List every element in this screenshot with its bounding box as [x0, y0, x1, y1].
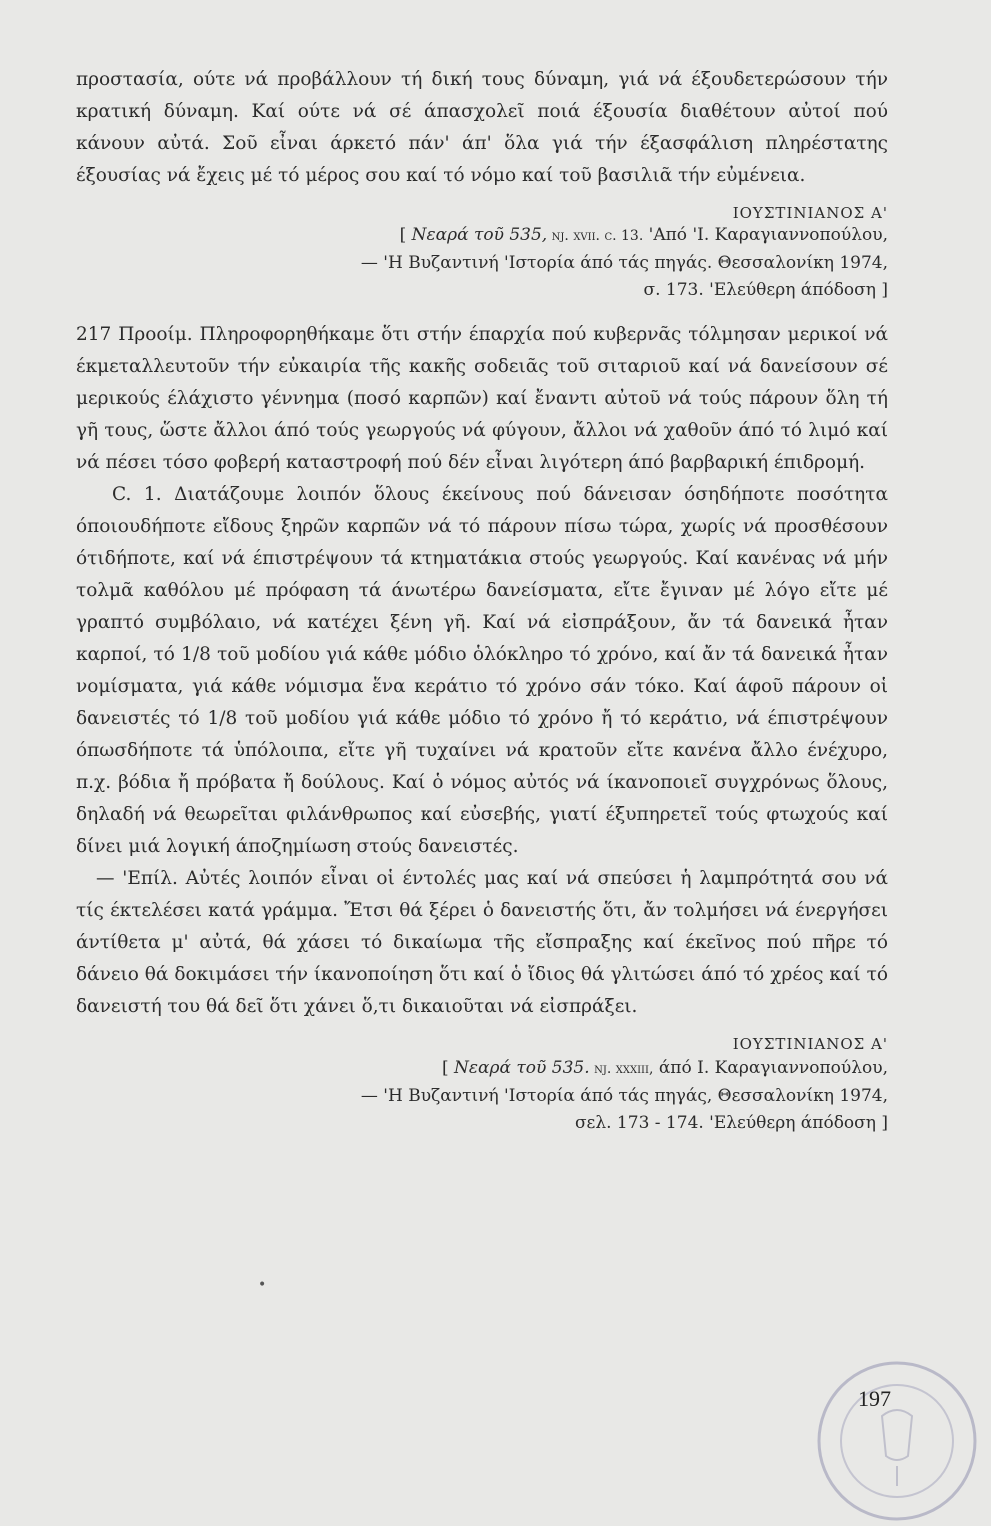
citation-1-line-2: — 'Η Βυζαντινή 'Ιστορία άπό τάς πηγάς. Θεσσαλονίκη 1974, — [360, 253, 888, 273]
citation-1-line-3: σ. 173. 'Ελεύθερη άπόδοση ] — [643, 280, 888, 300]
citation-2-line-1: [ Νεαρά τοῦ 535. νj. xxxiii, άπό Ι. Καραγιαννοπούλου, — [442, 1058, 888, 1078]
paragraph-epilogue: — 'Επίλ. Αὐτές λοιπόν εἶναι οἱ έντολές μας καί νά σπεύσει ἡ λαμπρότητά σου νά τίς έκτελέσει κατά γράμμα. Ἔτσι θά ξέρει ὁ δανειστής ὅτι, ἄν τολμήσει νά ένεργήσει άντίθετα μ' αὐτά, θά χάσει τό δικαίωμα τῆς εἴσπραξης καί έκεῖνος πού πῆρε τό δάνειο θά δοκιμάσει τήν ίκανοποίηση ὅτι καί ὁ ἴδιος θά γλιτώσει άπό τό χρέος καί τό δανειστή του θά δεῖ ὅτι χάνει ὅ,τι δικαιοῦται νά εἰσπράξει. — [76, 868, 888, 1017]
page-number: 197 — [858, 1386, 891, 1411]
citation-2-title: Νεαρά τοῦ 535. — [454, 1058, 590, 1078]
stray-mark-icon: • — [258, 1277, 267, 1293]
citation-2-line-2: — 'Η Βυζαντινή 'Ιστορία άπό τάς πηγάς, Θεσσαλονίκη 1974, — [360, 1086, 888, 1106]
passage-top — [76, 64, 888, 192]
paragraph-opening: προστασία, ούτε νά προβάλλουν τή δική τους δύναμη, γιά νά έξουδετερώσουν τήν κρατική δύναμη. Καί ούτε νά σέ άπασχολεῖ ποιά έξουσία διαθέτουν αὐτοί πού κάνουν αὐτά. Σοῦ εἶναι άρκετό πάν' άπ' ὅλα γιά τήν έξασφάλιση πληρέστατης έξουσίας νά ἔχεις μέ τό μέρος σου καί τό νόμο καί τοῦ βασιλιᾶ τήν εὐμένεια. — [76, 69, 888, 186]
citation-1 — [361, 222, 888, 304]
paragraph-chapter-1: C. 1. Διατάζουμε λοιπόν ὅλους έκείνους πού δάνεισαν όσηδήποτε ποσότητα όποιουδήποτε εἴδους ξηρῶν καρπῶν νά τό πάρουν πίσω τώρα, χωρίς νά προσθέσουν ότιδήποτε, καί νά έπιστρέψουν τά κτηματάκια στούς γεωργούς. Καί κανένας νά μήν τολμᾶ καθόλου μέ πρόφαση τά άνωτέρω δανείσματα, εἴτε ἔγιναν μέ λόγο εἴτε μέ γραπτό συμβόλαιο, νά κατέχει ξένη γῆ. Καί νά εἰσπράξουν, ἄν τά δανεικά ἦταν καρποί, τό 1/8 τοῦ μοδίου γιά κάθε μόδιο ὁλόκληρο τό χρόνο, καί ἄν τά δανεικά ἦταν νομίσματα, γιά κάθε νόμισμα ἕνα κεράτιο τό χρόνο σάν τόκο. Καί άφοῦ πάρουν οἱ δανειστές τό 1/8 τοῦ μοδίου γιά κάθε μόδιο τό χρόνο ἤ τό κεράτιο, νά έπιστρέψουν όπωσδήποτε τά ὑπόλοιπα, εἴτε γῆ τυχαίνει νά κρατοῦν εἴτε κανένα ἄλλο ένέχυρο, π.χ. βόδια ἤ πρόβατα ἤ δούλους. Καί ὁ νόμος αὐτός νά ίκανοποιεῖ συγχρόνως ὅλους, δηλαδή νά θεωρεῖται φιλάνθρωπος καί εὐσεβής, γιατί έξυπηρετεῖ τούς φτωχούς καί δίνει μιά λογική άποζημίωση στούς δανειστές. — [76, 484, 888, 857]
citation-1-line-1: [ Νεαρά τοῦ 535, νj. xvii. c. 13. 'Από 'Ι. Καραγιαννοπούλου, — [399, 225, 888, 245]
citation-2 — [361, 1055, 888, 1137]
citation-2-line-3: σελ. 173 - 174. 'Ελεύθερη άπόδοση ] — [574, 1113, 888, 1133]
paragraph-prooimion: 217 Προοίμ. Πληροφορηθήκαμε ὅτι στήν έπαρχία πού κυβερνᾶς τόλμησαν μερικοί νά έκμεταλλευτοῦν τήν εὐκαιρία τῆς κακῆς σοδειᾶς τοῦ σιταριοῦ καί νά δανείσουν σέ μερικούς έλάχιστο γέννημα (ποσό καρπῶν) καί ἔναντι αὐτοῦ νά τούς πάρουν ὅλη τή γῆ τους, ὥστε ἄλλοι άπό τούς γεωργούς νά φύγουν, ἄλλοι νά χαθοῦν άπό τό λιμό καί νά πέσει τόσο φοβερή καταστροφή πού δέν εἶναι λιγότερη άπό βαρβαρική έπιδρομή. — [76, 324, 888, 473]
citation-1-title: Νεαρά τοῦ 535, — [411, 225, 548, 245]
passage-main — [76, 319, 888, 1023]
author-signature-1: ΙΟΥΣΤΙΝΙΑΝΟΣ Α' — [732, 204, 888, 222]
author-signature-2: ΙΟΥΣΤΙΝΙΑΝΟΣ Α' — [732, 1035, 888, 1053]
library-stamp-icon — [812, 1356, 982, 1526]
